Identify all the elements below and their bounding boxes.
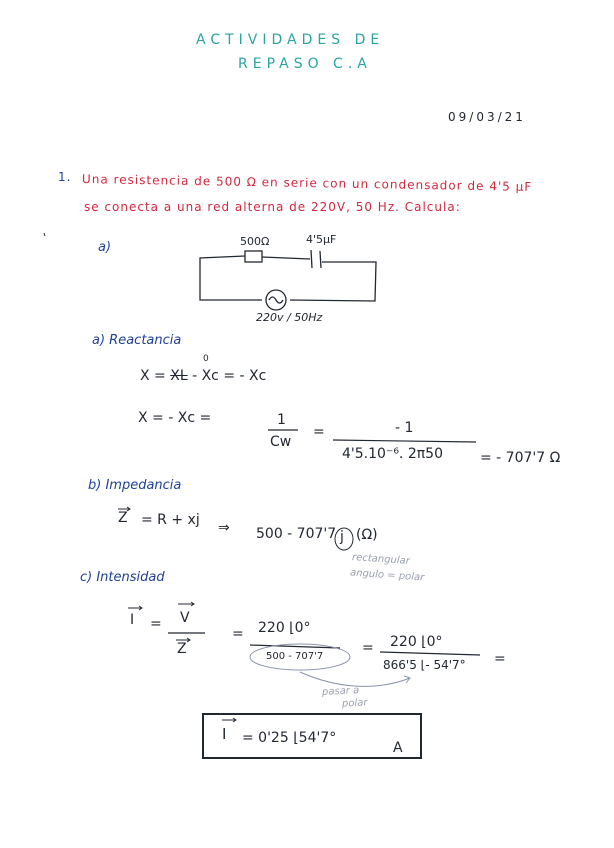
answer-unit: A [393,740,403,756]
fraction-bar [333,440,476,442]
title-line-2: REPASO C.A [238,56,372,72]
fraction-bar [380,652,480,655]
circuit-diagram [200,250,376,310]
equals-sign: = [232,626,244,642]
eq-text: - Xc = - Xc [187,368,267,384]
reactance-equation-2-left: X = - Xc = [138,410,212,426]
fraction-denominator-2: 4'5.10⁻⁶. 2π50 [342,446,443,462]
ac-source-wave [269,297,283,303]
capacitor-plate-left [311,250,312,268]
reactance-result: = - 707'7 Ω [480,450,561,466]
note-pasar-a: pasar a [321,685,360,698]
equals-sign: = [313,424,325,440]
capacitor-plate-right [320,251,321,268]
title-line-1: ACTIVIDADES DE [196,32,385,48]
j-highlight-circle [335,528,353,550]
fraction-numerator-2: - 1 [395,420,414,436]
answer-vector-i: I [222,725,227,743]
current-denominator-1: 500 - 707'7 [266,651,324,662]
imaginary-j: j [340,529,344,545]
impedance-vector-z-den: Z [177,641,187,657]
impedance-equation: = R + xj [141,512,200,528]
current-vector-i: I [130,612,135,628]
current-numerator-2: 220 ⌊0° [390,634,443,650]
answer-value: = 0'25 ⌊54'7° [242,730,337,746]
current-denominator-2: 866'5 ⌊- 54'7° [383,658,466,672]
reactance-heading: a) Reactancia [92,333,182,348]
impedance-vector-z: Z [118,510,128,526]
current-numerator-1: 220 ⌊0° [258,620,311,636]
impedance-heading: b) Impedancia [88,478,182,493]
problem-number: 1. [58,170,72,184]
note-angle-polar: angulo = polar [349,567,425,584]
equals-sign: = [494,651,506,667]
capacitor-label: 4'5μF [306,233,337,246]
implies-arrow: ⇒ [218,520,230,536]
impedance-value: 500 - 707'7 [256,526,337,542]
margin-mark [44,233,45,236]
note-rectangular: rectangular [351,551,411,568]
resistor-label: 500Ω [240,235,270,248]
vector-arrows [118,507,236,722]
circuit-wire-right [290,262,376,301]
problem-line-1: Una resistencia de 500 Ω en serie con un condensador de 4'5 μF [81,172,533,194]
voltage-vector-v: V [180,610,190,626]
note-polar: polar [341,697,368,710]
fraction-numerator: 1 [277,412,286,428]
equals-sign: = [150,616,162,632]
resistor-symbol [245,251,262,262]
resistor-to-cap-wire [262,257,310,259]
intensity-heading: c) Intensidad [80,570,165,585]
source-label: 220v / 50Hz [256,311,323,324]
circuit-part-label: a) [98,240,112,255]
reactance-equation-1 [140,368,266,384]
equals-sign: = [362,640,374,656]
struck-xl: XL [170,368,188,384]
impedance-unit: (Ω) [356,527,378,543]
date: 09/03/21 [448,110,526,124]
zero-annotation: 0 [203,354,209,364]
fraction-denominator: Cw [270,434,292,450]
problem-line-2: se conecta a una red alterna de 220V, 50 Hz. Calcula: [84,200,461,214]
eq-text: X = [140,368,171,384]
